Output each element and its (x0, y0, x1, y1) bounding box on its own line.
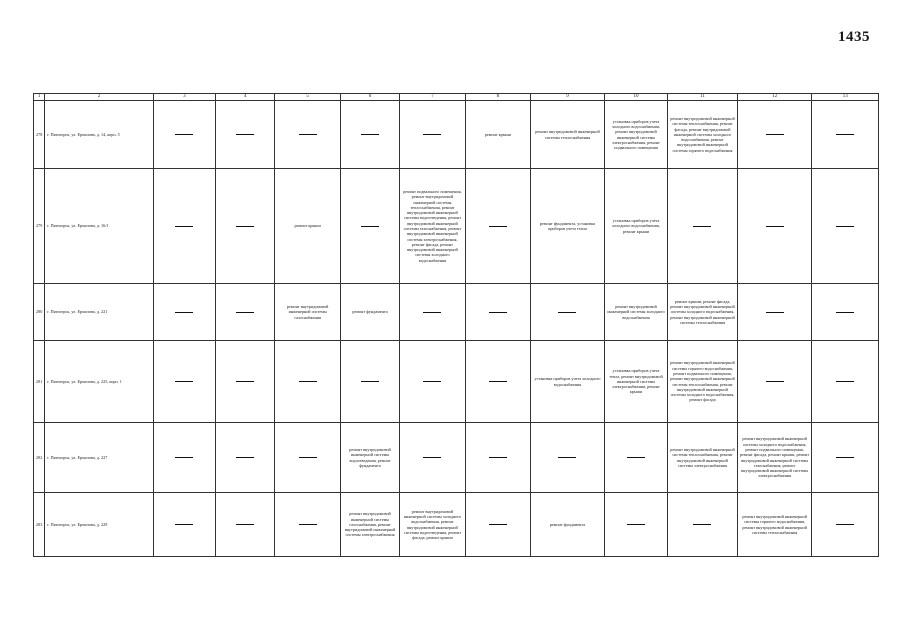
dash-mark (361, 226, 379, 227)
empty-cell (153, 341, 215, 423)
empty-cell (153, 493, 215, 557)
empty-cell (812, 284, 879, 341)
column-header: 4 (216, 94, 275, 101)
empty-cell (604, 423, 667, 493)
empty-cell (275, 423, 340, 493)
dash-mark (489, 457, 507, 458)
work-cell: ремонт внутридомовой инженерной системы горячего водоснабжения, ремонт подвального помещения, ремонт внутридомовой инженерной системы теплоснабжения, ремонт внутридомовой инженерной системы холодного водоснабжения, ремонт фасада (668, 341, 738, 423)
empty-cell (465, 169, 530, 284)
row-number: 279 (34, 169, 45, 284)
column-header: 12 (737, 94, 812, 101)
column-header: 3 (153, 94, 215, 101)
empty-cell (400, 423, 465, 493)
empty-cell (340, 169, 399, 284)
work-cell: ремонт крыши (275, 169, 340, 284)
empty-cell (812, 423, 879, 493)
repair-schedule-table (33, 93, 879, 557)
dash-mark (236, 381, 254, 382)
work-cell: установка приборов учета холодного водоснабжения, ремонт внутридомовой инженерной системы электроснабжения, ремонт подвального помещения (604, 101, 667, 169)
dash-mark (836, 524, 854, 525)
row-number: 283 (34, 493, 45, 557)
dash-mark (299, 524, 317, 525)
dash-mark (627, 524, 645, 525)
dash-mark (489, 226, 507, 227)
empty-cell (668, 169, 738, 284)
work-cell: ремонт фундамента (531, 493, 605, 557)
empty-cell (275, 493, 340, 557)
empty-cell (216, 101, 275, 169)
dash-mark (836, 381, 854, 382)
empty-cell (153, 423, 215, 493)
column-header: 8 (465, 94, 530, 101)
dash-mark (236, 524, 254, 525)
column-header: 7 (400, 94, 465, 101)
work-cell: ремонт внутридомовой инженерной системы холодного водоснабжения (604, 284, 667, 341)
work-cell: ремонт фундамента, установка приборов учета тепла (531, 169, 605, 284)
empty-cell (216, 284, 275, 341)
dash-mark (489, 381, 507, 382)
address-cell: г. Пятигорск, ул. Ермолова, д. 225, корп. 1 (45, 341, 153, 423)
empty-cell (668, 493, 738, 557)
dash-mark (361, 381, 379, 382)
dash-mark (766, 312, 784, 313)
empty-cell (340, 341, 399, 423)
empty-cell (465, 284, 530, 341)
dash-mark (175, 226, 193, 227)
dash-mark (299, 457, 317, 458)
dash-mark (693, 524, 711, 525)
address-cell: г. Пятигорск, ул. Ермолова, д. 227 (45, 423, 153, 493)
dash-mark (175, 381, 193, 382)
column-header: 6 (340, 94, 399, 101)
empty-cell (737, 101, 812, 169)
address-cell: г. Пятигорск, ул. Ермолова, д. 14, корп. 5 (45, 101, 153, 169)
empty-cell (216, 423, 275, 493)
work-cell: ремонт внутридомовой инженерной системы газоснабжения (275, 284, 340, 341)
address-cell: г. Пятигорск, ул. Ермолова, д. 16/1 (45, 169, 153, 284)
dash-mark (423, 134, 441, 135)
work-cell: ремонт внутридомовой инженерной системы теплоснабжения (531, 101, 605, 169)
empty-cell (275, 341, 340, 423)
work-cell: ремонт подвального помещения, ремонт внутридомовой инженерной системы теплоснабжения, ремонт внутридомовой инженерной системы водоотведения, ремонт внутридомовой инженерной системы газоснабжения, ремонт внутридомовой инженерной системы электроснабжения, ремонт фасада, ремонт внутридомовой инженерной системы холодного водоснабжения (400, 169, 465, 284)
dash-mark (423, 457, 441, 458)
dash-mark (175, 312, 193, 313)
address-cell: г. Пятигорск, ул. Ермолова, д. 221 (45, 284, 153, 341)
dash-mark (836, 457, 854, 458)
dash-mark (489, 312, 507, 313)
work-cell: ремонт внутридомовой инженерной системы теплоснабжения, ремонт внутридомовой инженерной системы электроснабжения (668, 423, 738, 493)
empty-cell (400, 101, 465, 169)
dash-mark (766, 226, 784, 227)
dash-mark (361, 134, 379, 135)
empty-cell (465, 423, 530, 493)
header-row (34, 94, 879, 101)
dash-mark (558, 312, 576, 313)
column-header: 9 (531, 94, 605, 101)
work-cell: ремонт фундамента (340, 284, 399, 341)
empty-cell (465, 493, 530, 557)
empty-cell (531, 284, 605, 341)
empty-cell (400, 284, 465, 341)
column-header: 5 (275, 94, 340, 101)
dash-mark (627, 457, 645, 458)
dash-mark (836, 134, 854, 135)
dash-mark (766, 134, 784, 135)
work-cell: ремонт крыши (465, 101, 530, 169)
dash-mark (236, 226, 254, 227)
empty-cell (812, 341, 879, 423)
table-row (34, 493, 879, 557)
dash-mark (693, 226, 711, 227)
dash-mark (766, 381, 784, 382)
dash-mark (423, 381, 441, 382)
address-cell: г. Пятигорск, ул. Ермолова, д. 229 (45, 493, 153, 557)
empty-cell (153, 169, 215, 284)
empty-cell (216, 341, 275, 423)
empty-cell (531, 423, 605, 493)
table-row (34, 101, 879, 169)
work-cell: ремонт внутридомовой инженерной системы горячего водоснабжения, ремонт внутридомовой инженерной системы теплоснабжения (737, 493, 812, 557)
column-header: 1 (34, 94, 45, 101)
row-number: 280 (34, 284, 45, 341)
work-cell: ремонт внутридомовой инженерной системы холодного водоснабжения, ремонт внутридомовой инженерной системы водоотведения, ремонт фасада, ремонт крыши (400, 493, 465, 557)
table-body (34, 101, 879, 557)
dash-mark (836, 226, 854, 227)
work-cell: ремонт крыши, ремонт фасада, ремонт внутридомовой инженерной системы холодного водоснабжения, ремонт внутридомовой инженерной системы теплоснабжения (668, 284, 738, 341)
dash-mark (423, 312, 441, 313)
dash-mark (236, 457, 254, 458)
row-number: 282 (34, 423, 45, 493)
empty-cell (812, 493, 879, 557)
dash-mark (489, 524, 507, 525)
dash-mark (558, 457, 576, 458)
empty-cell (216, 493, 275, 557)
empty-cell (737, 341, 812, 423)
work-cell: установка приборов учета холодного водоснабжения, ремонт крыши (604, 169, 667, 284)
empty-cell (216, 169, 275, 284)
work-cell: ремонт внутридомовой инженерной системы водоотведения, ремонт фундамента (340, 423, 399, 493)
empty-cell (604, 493, 667, 557)
empty-cell (812, 169, 879, 284)
column-header: 10 (604, 94, 667, 101)
empty-cell (340, 101, 399, 169)
dash-mark (299, 134, 317, 135)
table-row (34, 284, 879, 341)
work-cell: ремонт внутридомовой инженерной системы газоснабжения, ремонт внутридомовой инженерной системы электроснабжения (340, 493, 399, 557)
empty-cell (400, 341, 465, 423)
row-number: 278 (34, 101, 45, 169)
empty-cell (737, 284, 812, 341)
work-cell: ремонт внутридомовой инженерной системы холодного водоснабжения, ремонт подвального помещения, ремонт фасада, ремонт крыши, ремонт внутридомовой инженерной системы газоснабжения, ремонт внутридомовой инженерной системы электроснабжения (737, 423, 812, 493)
page-number: 1435 (838, 29, 870, 45)
dash-mark (236, 312, 254, 313)
dash-mark (175, 524, 193, 525)
table-row (34, 423, 879, 493)
empty-cell (465, 341, 530, 423)
work-cell: ремонт внутридомовой инженерной системы теплоснабжения, ремонт фасада, ремонт внутридомовой инженерной системы холодного водоснабжения, ремонт внутридомовой инженерной системы горячего водоснабжения (668, 101, 738, 169)
empty-cell (153, 101, 215, 169)
empty-cell (153, 284, 215, 341)
empty-cell (812, 101, 879, 169)
column-header: 13 (812, 94, 879, 101)
empty-cell (275, 101, 340, 169)
table-row (34, 169, 879, 284)
column-header: 2 (45, 94, 153, 101)
work-cell: установка приборов учета холодного водоснабжения (531, 341, 605, 423)
dash-mark (175, 457, 193, 458)
dash-mark (175, 134, 193, 135)
dash-mark (236, 134, 254, 135)
empty-cell (737, 169, 812, 284)
dash-mark (299, 381, 317, 382)
column-header: 11 (668, 94, 738, 101)
dash-mark (836, 312, 854, 313)
table-row (34, 341, 879, 423)
row-number: 281 (34, 341, 45, 423)
work-cell: установка приборов учета тепла, ремонт внутридомовой инженерной системы электроснабжения, ремонт крыши (604, 341, 667, 423)
